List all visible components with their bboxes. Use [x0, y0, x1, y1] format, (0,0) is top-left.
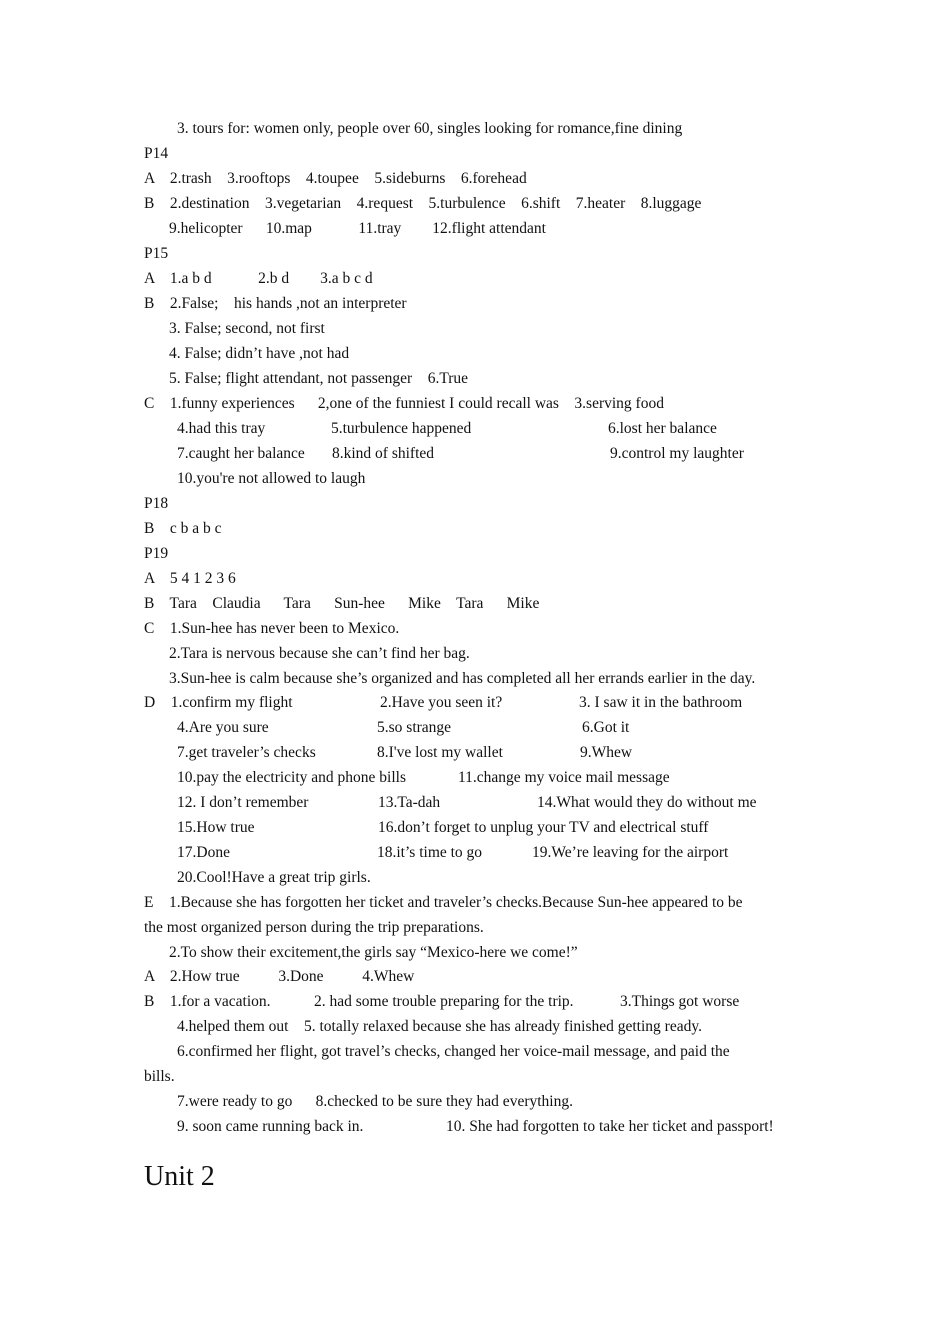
text-line: A 1.a b d 2.b d 3.a b c d: [144, 270, 373, 287]
text-line: C 1.Sun-hee has never been to Mexico.: [144, 620, 400, 637]
text-line: 7.caught her balance: [177, 445, 305, 462]
text-line: 4.had this tray: [177, 420, 266, 437]
text-line: 18.it’s time to go: [377, 844, 483, 861]
text-line: B Tara Claudia Tara Sun-hee Mike Tara Mike: [144, 595, 540, 612]
text-line: 20.Cool!Have a great trip girls.: [177, 869, 371, 886]
text-line: 12. I don’t remember: [177, 794, 309, 811]
text-line: 3. False; second, not first: [169, 320, 325, 337]
text-line: 2.To show their excitement,the girls say “Mexico-here we come!”: [169, 944, 578, 961]
text-line: 13.Ta-dah: [378, 794, 441, 811]
text-line: 10.you're not allowed to laugh: [177, 470, 366, 487]
text-line: 8.I've lost my wallet: [377, 744, 503, 761]
text-line: A 2.trash 3.rooftops 4.toupee 5.sideburns 6.forehead: [144, 170, 527, 187]
text-line: 2.Have you seen it?: [380, 694, 503, 711]
text-line: 5. False; flight attendant, not passenger 6.True: [169, 370, 469, 387]
text-line: 11.change my voice mail message: [458, 769, 670, 786]
text-line: 16.don’t forget to unplug your TV and electrical stuff: [378, 819, 709, 836]
section-label: P19: [144, 545, 169, 562]
text-line: bills.: [144, 1068, 175, 1085]
text-line: 4.helped them out 5. totally relaxed because she has already finished getting ready.: [177, 1018, 702, 1035]
text-line: 2. had some trouble preparing for the trip.: [314, 993, 574, 1010]
text-line: 19.We’re leaving for the airport: [532, 844, 729, 861]
text-line: 9.Whew: [580, 744, 633, 761]
text-line: 4.Are you sure: [177, 719, 269, 736]
text-line: 3. I saw it in the bathroom: [579, 694, 743, 711]
text-line: E 1.Because she has forgotten her ticket and traveler’s checks.Because Sun-hee appeared to be: [144, 894, 743, 911]
text-line: 15.How true: [177, 819, 255, 836]
text-line: 7.were ready to go 8.checked to be sure they had everything.: [177, 1093, 573, 1110]
text-line: 7.get traveler’s checks: [177, 744, 316, 761]
text-line: 17.Done: [177, 844, 230, 861]
section-label: P14: [144, 145, 169, 162]
text-line: A 5 4 1 2 3 6: [144, 570, 236, 587]
text-line: 4. False; didn’t have ,not had: [169, 345, 350, 362]
text-line: 6.confirmed her flight, got travel’s checks, changed her voice-mail message, and paid the: [177, 1043, 730, 1060]
text-line: 6.lost her balance: [608, 420, 717, 437]
text-line: 5.turbulence happened: [331, 420, 472, 437]
text-line: 8.kind of shifted: [332, 445, 435, 462]
text-line: B 2.destination 3.vegetarian 4.request 5.turbulence 6.shift 7.heater 8.luggage: [144, 195, 702, 212]
section-label: P15: [144, 245, 169, 262]
text-line: 2.Tara is nervous because she can’t find her bag.: [169, 645, 470, 662]
text-line: C 1.funny experiences 2,one of the funniest I could recall was 3.serving food: [144, 395, 664, 412]
text-line: 9.helicopter 10.map 11.tray 12.flight attendant: [169, 220, 546, 237]
text-line: B c b a b c: [144, 520, 222, 537]
text-line: 14.What would they do without me: [537, 794, 757, 811]
section-label: P18: [144, 495, 169, 512]
text-line: 3.Things got worse: [620, 993, 740, 1010]
text-line: 10. She had forgotten to take her ticket and passport!: [446, 1118, 774, 1135]
text-line: 6.Got it: [582, 719, 630, 736]
unit-heading: Unit 2: [144, 1161, 215, 1192]
text-line: the most organized person during the trip preparations.: [144, 919, 484, 936]
text-line: B 1.for a vacation.: [144, 993, 271, 1010]
text-line: B 2.False; his hands ,not an interpreter: [144, 295, 407, 312]
text-line: 3.Sun-hee is calm because she’s organized and has completed all her errands earlier in the day.: [169, 670, 756, 687]
text-line: 5.so strange: [377, 719, 452, 736]
text-line: D 1.confirm my flight: [144, 694, 293, 711]
text-line: 9.control my laughter: [610, 445, 744, 462]
text-line: 9. soon came running back in.: [177, 1118, 364, 1135]
text-line: 3. tours for: women only, people over 60, singles looking for romance,fine dining: [177, 120, 683, 137]
text-line: A 2.How true 3.Done 4.Whew: [144, 968, 415, 985]
text-line: 10.pay the electricity and phone bills: [177, 769, 406, 786]
